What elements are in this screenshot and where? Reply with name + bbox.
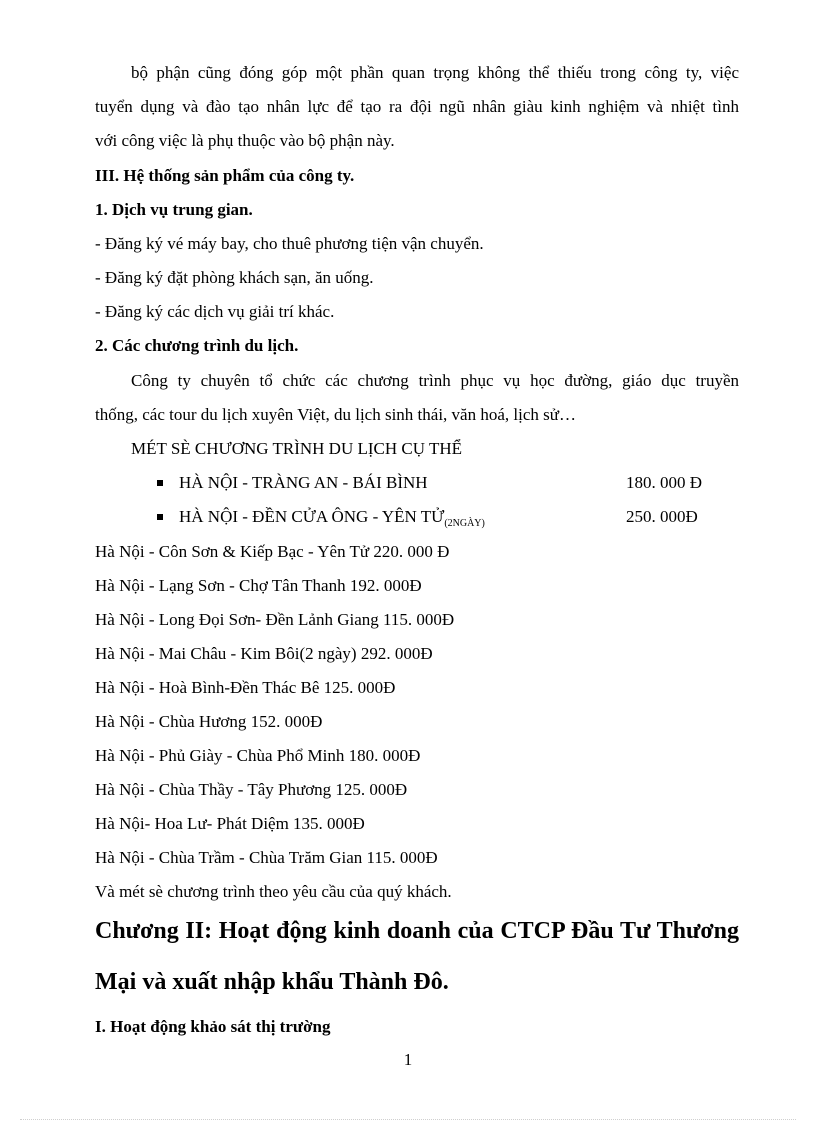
subheading-tours: 2. Các chương trình du lịch.	[95, 336, 299, 355]
paragraph-line: với công việc là phụ thuộc vào bộ phận này.	[95, 131, 395, 150]
featured-tour-item	[179, 507, 485, 534]
featured-tour-note: (2NGÀY)	[444, 518, 485, 529]
closing-line: Và mét sè chương trình theo yêu cầu của quý khách.	[95, 882, 452, 901]
tour-item: Hà Nội - Mai Châu - Kim Bôi(2 ngày) 292. 000Đ	[95, 644, 433, 663]
chapter-title-line: Mại và xuất nhập khẩu Thành Đô.	[95, 969, 449, 995]
tour-item: Hà Nội- Hoa Lư- Phát Diệm 135. 000Đ	[95, 814, 365, 833]
section-heading-iii: III. Hệ thống sản phẩm của công ty.	[95, 166, 355, 185]
tour-item: Hà Nội - Chùa Trầm - Chùa Trăm Gian 115. 000Đ	[95, 848, 438, 867]
tour-item: Hà Nội - Phủ Giày - Chùa Phổ Minh 180. 000Đ	[95, 746, 421, 765]
paragraph-line: Công ty chuyên tổ chức các chương trình phục vụ học đường, giáo dục truyền	[131, 371, 739, 390]
subheading-services: 1. Dịch vụ trung gian.	[95, 200, 253, 219]
tour-item: Hà Nội - Côn Sơn & Kiếp Bạc - Yên Tử 220. 000 Đ	[95, 542, 450, 561]
tour-item: Hà Nội - Lạng Sơn - Chợ Tân Thanh 192. 000Đ	[95, 576, 422, 595]
page-bottom-divider	[20, 1119, 796, 1120]
tour-item: Hà Nội - Chùa Hương 152. 000Đ	[95, 712, 323, 731]
paragraph-line: bộ phận cũng đóng góp một phần quan trọng không thể thiếu trong công ty, việc	[131, 63, 739, 82]
service-item: - Đăng ký vé máy bay, cho thuê phương tiện vận chuyển.	[95, 234, 484, 253]
paragraph-line: tuyển dụng và đào tạo nhân lực để tạo ra đội ngũ nhân giàu kinh nghiệm và nhiệt tình	[95, 97, 739, 116]
tours-heading: MÉT SÈ CHƯƠNG TRÌNH DU LỊCH CỤ THỂ	[131, 439, 463, 458]
tour-item: Hà Nội - Hoà Bình-Đền Thác Bê 125. 000Đ	[95, 678, 396, 697]
chapter-title-line: Chương II: Hoạt động kinh doanh của CTCP Đầu Tư Thương	[95, 918, 739, 944]
bullet-icon	[157, 514, 163, 520]
paragraph-line: thống, các tour du lịch xuyên Việt, du lịch sinh thái, văn hoá, lịch sử…	[95, 405, 576, 424]
tour-item: Hà Nội - Long Đọi Sơn- Đền Lảnh Giang 115. 000Đ	[95, 610, 455, 629]
section-heading-i: I. Hoạt động khảo sát thị trường	[95, 1017, 331, 1036]
service-item: - Đăng ký các dịch vụ giải trí khác.	[95, 302, 335, 321]
featured-tour-price: 180. 000 Đ	[626, 473, 703, 492]
service-item: - Đăng ký đặt phòng khách sạn, ăn uống.	[95, 268, 374, 287]
featured-tour-price: 250. 000Đ	[626, 507, 698, 526]
tour-item: Hà Nội - Chùa Thầy - Tây Phương 125. 000Đ	[95, 780, 408, 799]
featured-tour-name: HÀ NỘI - TRÀNG AN - BÁI BÌNH	[179, 473, 428, 492]
bullet-icon	[157, 480, 163, 486]
page-number: 1	[403, 1050, 413, 1069]
featured-tour-name: HÀ NỘI - ĐỀN CỬA ÔNG - YÊN TỬ	[179, 507, 445, 526]
